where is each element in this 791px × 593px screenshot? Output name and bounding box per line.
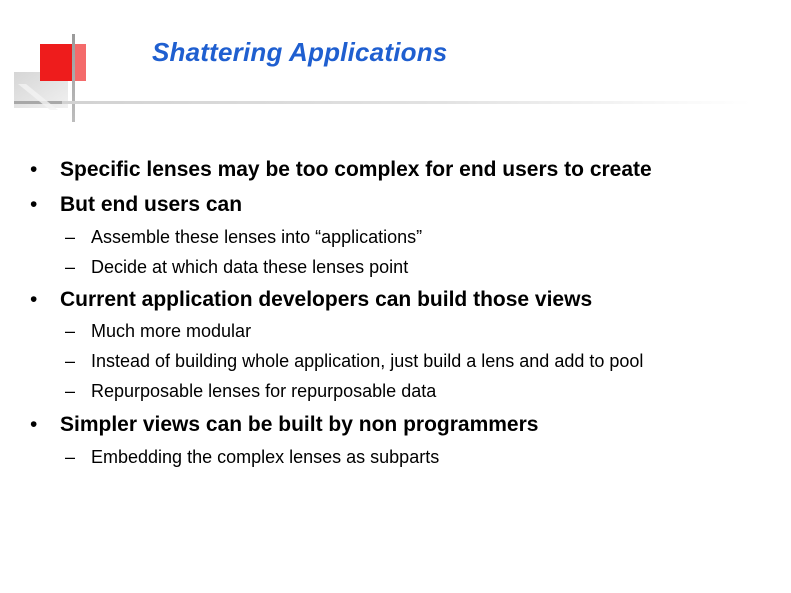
dash-marker: – bbox=[65, 381, 76, 401]
dash-marker: – bbox=[65, 351, 76, 371]
bullet-marker: • bbox=[30, 158, 38, 181]
logo-icon bbox=[0, 0, 140, 130]
slide-title: Shattering Applications bbox=[152, 37, 448, 67]
sub-bullet-text: Embedding the complex lenses as subparts bbox=[91, 447, 440, 467]
sub-bullet-text: Repurposable lenses for repurposable data bbox=[91, 381, 437, 401]
bullet-item bbox=[30, 289, 592, 310]
bullet-marker: • bbox=[30, 288, 38, 311]
title-divider bbox=[62, 101, 752, 104]
dash-marker: – bbox=[65, 321, 76, 341]
sub-bullet-text: Much more modular bbox=[91, 321, 252, 341]
bullet-marker: • bbox=[30, 193, 38, 216]
bullet-text: Specific lenses may be too complex for end users to create bbox=[60, 158, 652, 181]
sub-bullet-text: Assemble these lenses into “applications” bbox=[91, 227, 423, 247]
bullet-text: Current application developers can build those views bbox=[60, 288, 593, 311]
bullet-text: But end users can bbox=[60, 193, 243, 216]
dash-marker: – bbox=[65, 227, 76, 247]
sub-bullet-item bbox=[65, 352, 643, 370]
bullet-item bbox=[30, 194, 242, 215]
dash-marker: – bbox=[65, 447, 76, 467]
bullet-marker: • bbox=[30, 413, 38, 436]
bullet-text: Simpler views can be built by non programmers bbox=[60, 413, 539, 436]
sub-bullet-item bbox=[65, 448, 439, 466]
bullet-item bbox=[30, 159, 652, 180]
sub-bullet-item bbox=[65, 382, 436, 400]
sub-bullet-item bbox=[65, 258, 408, 276]
dash-marker: – bbox=[65, 257, 76, 277]
sub-bullet-text: Instead of building whole application, just build a lens and add to pool bbox=[91, 351, 644, 371]
sub-bullet-item bbox=[65, 228, 422, 246]
sub-bullet-text: Decide at which data these lenses point bbox=[91, 257, 409, 277]
sub-bullet-item bbox=[65, 322, 251, 340]
bullet-item bbox=[30, 414, 538, 435]
